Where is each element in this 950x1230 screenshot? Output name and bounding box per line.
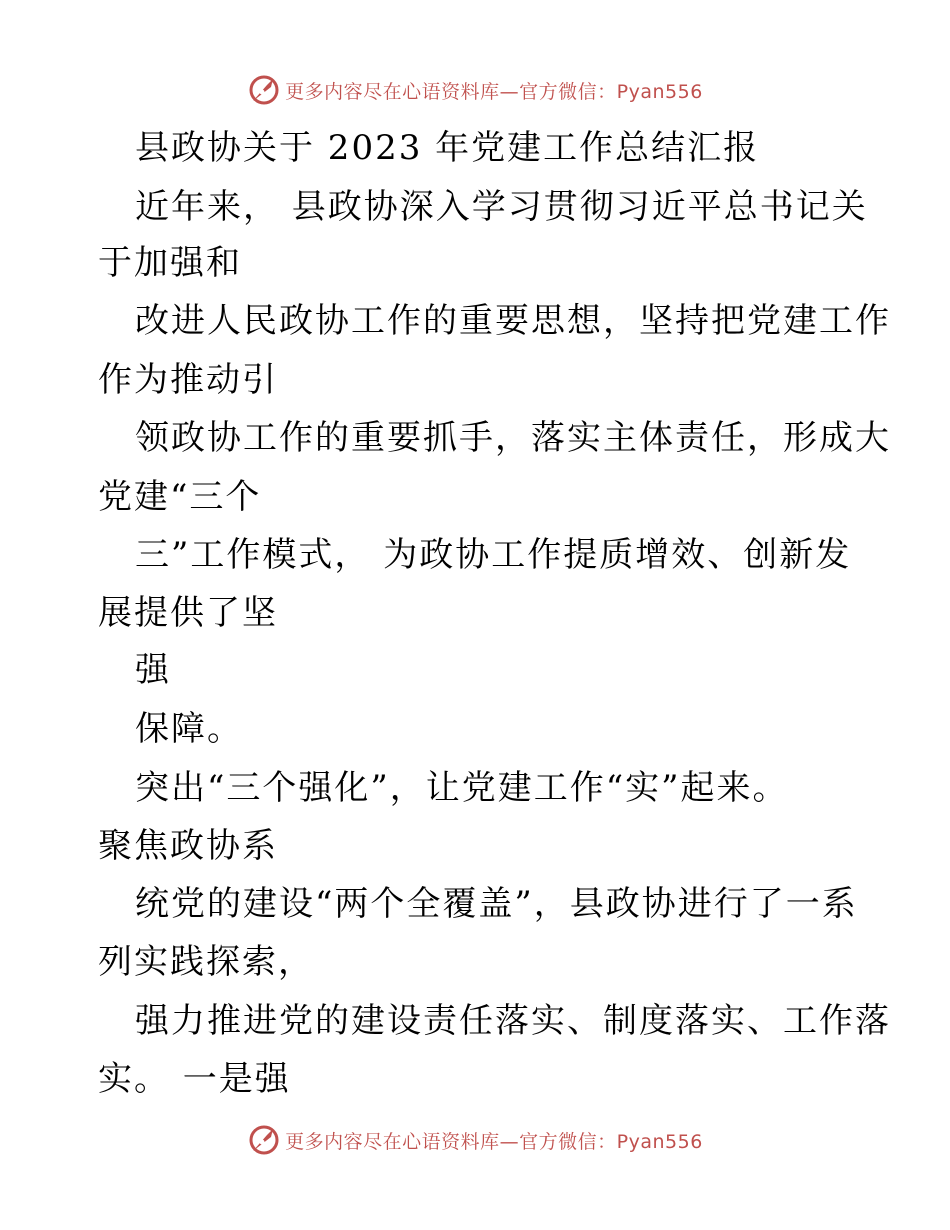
paragraph-line: 实。 一是强 bbox=[98, 1059, 291, 1099]
paragraph-line: 统党的建设“两个全覆盖”，县政协进行了一系 bbox=[135, 884, 858, 924]
paragraph-line: 强力推进党的建设责任落实、制度落实、工作落 bbox=[135, 1001, 891, 1041]
paragraph-line: 作为推动引 bbox=[98, 360, 278, 400]
footer-watermark-text: 更多内容尽在心语资料库—官方微信：Pyan556 bbox=[285, 1130, 703, 1153]
paragraph-line: 聚焦政协系 bbox=[98, 826, 278, 866]
paragraph-line: 三”工作模式， 为政协工作提质增效、创新发 bbox=[135, 535, 852, 575]
paragraph-line: 于加强和 bbox=[98, 243, 242, 283]
paragraph-line: 展提供了坚 bbox=[98, 593, 278, 633]
header-watermark-banner bbox=[0, 70, 950, 110]
paragraph-line: 突出“三个强化”，让党建工作“实”起来。 bbox=[135, 768, 789, 808]
paragraph-line: 强 bbox=[135, 650, 171, 690]
red-feather-pen-icon bbox=[247, 73, 281, 107]
paragraph-line: 近年来， 县政协深入学习贯彻习近平总书记关 bbox=[135, 187, 868, 227]
paragraph-line: 列实践探索， bbox=[98, 942, 314, 982]
paragraph-line: 保障。 bbox=[135, 709, 243, 749]
footer-watermark-banner bbox=[0, 1120, 950, 1160]
paragraph-line: 改进人民政协工作的重要思想，坚持把党建工作 bbox=[135, 301, 891, 341]
paragraph-line: 党建“三个 bbox=[98, 477, 262, 517]
paragraph-line: 领政协工作的重要抓手，落实主体责任，形成大 bbox=[135, 418, 891, 458]
red-feather-pen-icon bbox=[247, 1123, 281, 1157]
document-title: 县政协关于 2023 年党建工作总结汇报 bbox=[135, 128, 760, 168]
header-watermark-text: 更多内容尽在心语资料库—官方微信：Pyan556 bbox=[285, 80, 703, 103]
